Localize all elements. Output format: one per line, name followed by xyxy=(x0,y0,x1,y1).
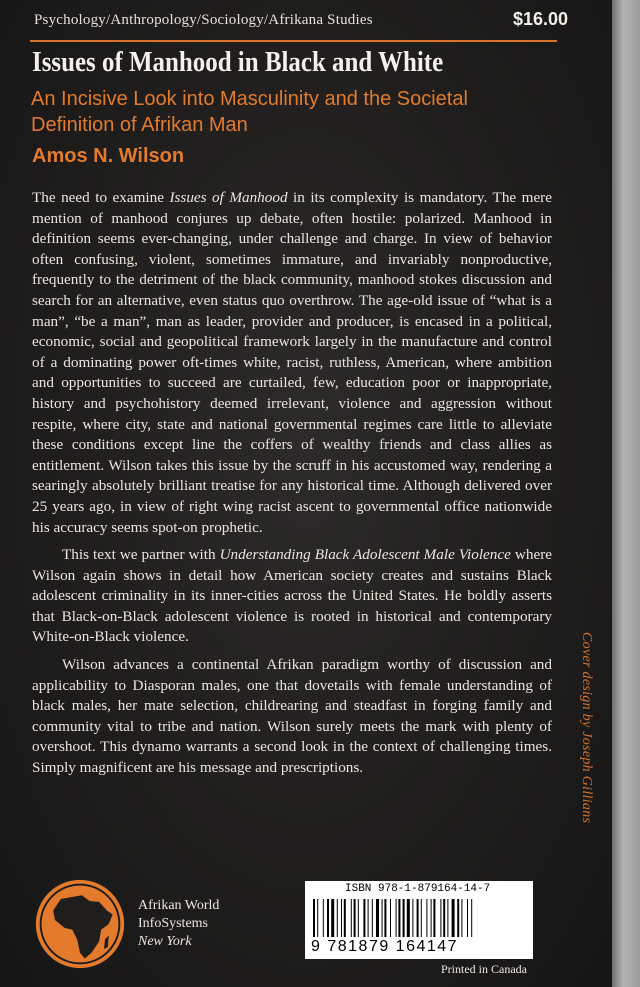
barcode-panel xyxy=(305,881,533,959)
blurb-paragraph-1: The need to examine Issues of Manhood in its complexity is mandatory. The mere mention of manhood conjures up debate, often hostile: polarized. Manhood in definition seems ever-changing, under challenge and charge. In view of behavior often confusing, violent, sometimes immature, and invariably nonproductive, frequently to the detriment of the black community, manhood stokes discussion and search for an alternative, even status quo overthrow. The age-old issue of “what is a man”, “be a man”, man as leader, provider and producer, is encased in a political, economic, social and geopolitical framework largely in the manufacture and control of a dominating power oft-times white, racist, ruthless, American, where ambition and opportunities to succeed are curtailed, few, education poor or inappropriate, history and psychohistory deemed irrelevant, violence and aggression without respite, where city, state and national governmental regimes care little to alleviate these conditions except line the coffers of wealthy friends and class allies as entitlement. Wilson takes this issue by the scruff in his accustomed way, rendering a searingly absolutely brilliant treatise for any historical time. Although delivered over 25 years ago, in view of right wing racist ascent to governmental office nationwide his accuracy seems spot-on prophetic. xyxy=(32,189,552,536)
cover-design-credit: Cover design by Joseph Gillians xyxy=(579,632,594,824)
africa-map-logo-icon xyxy=(32,876,128,972)
publisher-block xyxy=(138,897,219,951)
ean-number: 9 781879 164147 xyxy=(311,938,459,955)
book-subtitle: An Incisive Look into Masculinity and the Societal Definition of Afrikan Man xyxy=(31,88,468,136)
book-title: Issues of Manhood in Black and White xyxy=(32,46,444,78)
isbn-number: ISBN 978-1-879164-14-7 xyxy=(345,883,491,895)
blurb-text xyxy=(32,188,552,786)
book-page-edge xyxy=(612,0,640,987)
price-label: $16.00 xyxy=(512,9,568,29)
barcode-bars xyxy=(313,899,525,937)
author-name: Amos N. Wilson xyxy=(32,145,185,167)
book-title-reference: Issues of Manhood xyxy=(169,189,288,206)
printed-in-label: Printed in Canada xyxy=(441,962,527,976)
publisher-city: New York xyxy=(138,934,192,949)
publisher-name-line-2: InfoSystems xyxy=(138,916,208,931)
publisher-name-line-1: Afrikan World xyxy=(138,898,220,913)
blurb-paragraph-2: This text we partner with Understanding Black Adolescent Male Violence where Wilson again shows in detail how American society creates and sustains Black adolescent criminality in its inner-cities across the United States. He boldly asserts that Black-on-Black adolescent violence is rooted in historical and contemporary White-on-Black violence. xyxy=(32,546,552,646)
companion-title-reference: Understanding Black Adolescent Male Violence xyxy=(219,546,511,564)
header-divider xyxy=(30,40,557,42)
category-line: Psychology/Anthropology/Sociology/Afrikana Studies xyxy=(34,12,373,28)
blurb-paragraph-3: Wilson advances a continental Afrikan paradigm worthy of discussion and applicability to Diasporan males, one that dovetails with female understanding of black males, her mate selection, childrearing and steadfast in forging family and community vital to tribe and nation. Wilson surely meets the mark with plenty of overshoot. This dynamo warrants a second look in the context of challenging times. Simply magnificent are his message and prescriptions. xyxy=(32,656,552,777)
